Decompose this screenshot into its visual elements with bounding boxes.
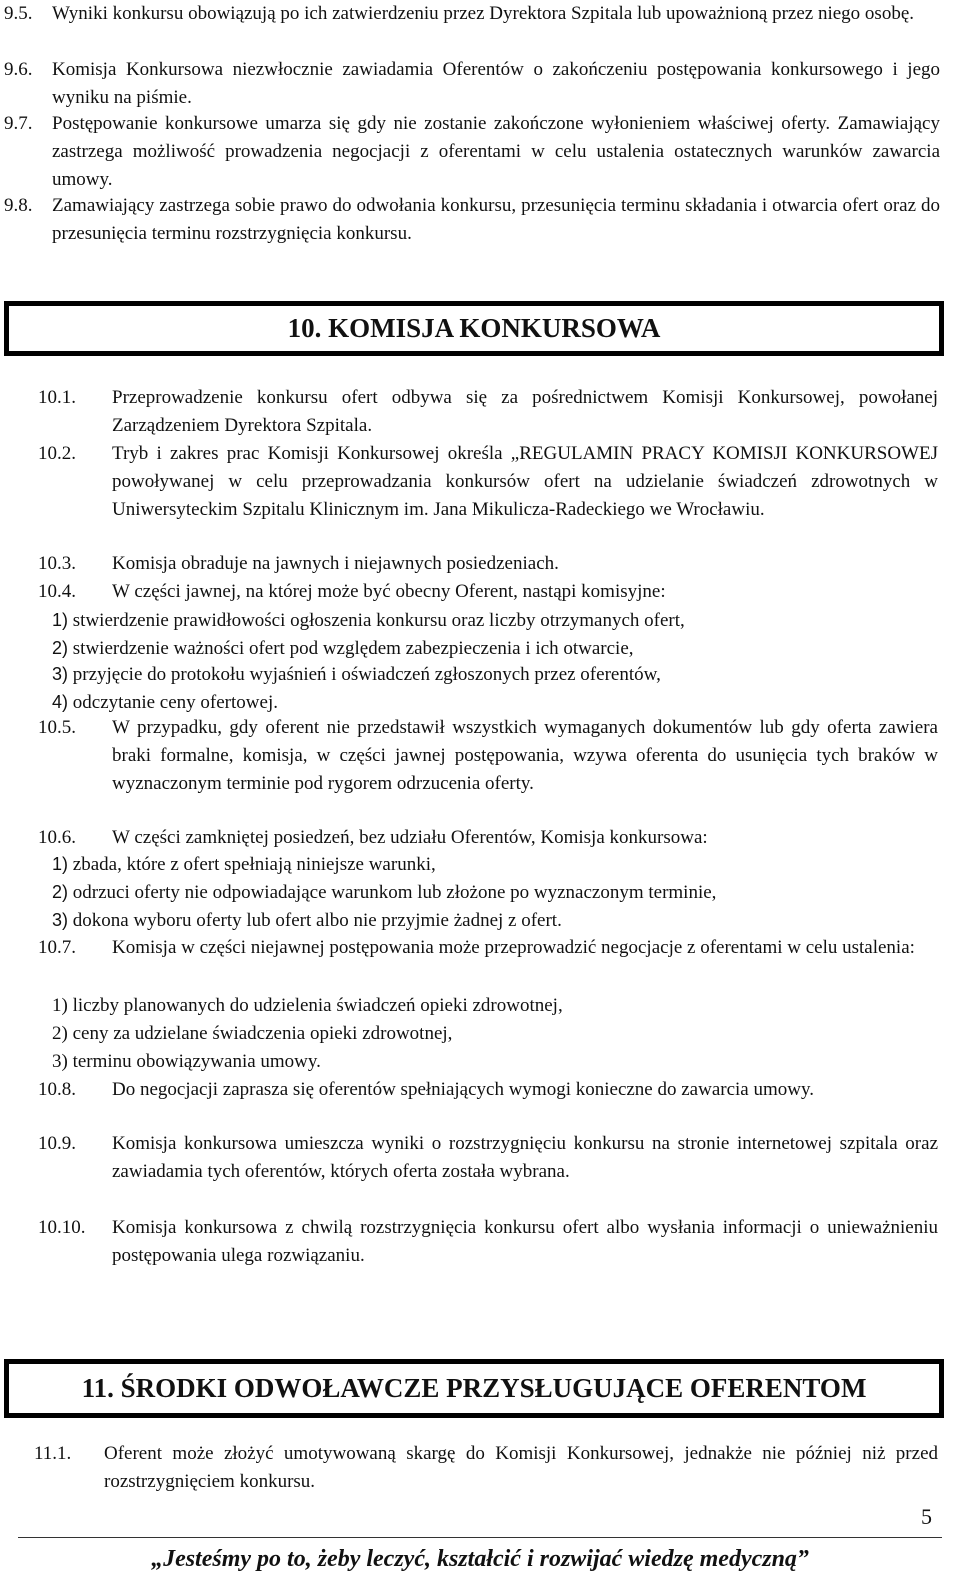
paragraph-text: Zamawiający zastrzega sobie prawo do odwołania konkursu, przesunięcia terminu składania i otwarcia ofert oraz do przesunięcia terminu rozstrzygnięcia konkursu. — [52, 195, 940, 244]
paragraph-number: 10.10. — [38, 1217, 86, 1238]
list-text: stwierdzenie prawidłowości ogłoszenia konkursu oraz liczby otrzymanych ofert, — [72, 610, 685, 631]
paragraph-10-7 — [38, 934, 938, 962]
paragraph-text: Komisja w części niejawnej postępowania może przeprowadzić negocjacje z oferentami w celu ustalenia: — [112, 937, 915, 958]
paragraph-10-4 — [38, 578, 938, 606]
list-item — [52, 688, 932, 717]
paragraph-text: Oferent może złożyć umotywowaną skargę do Komisji Konkursowej, jednakże nie później niż przed rozstrzygnięciem konkursu. — [104, 1443, 938, 1492]
paragraph-text: Postępowanie konkursowe umarza się gdy nie zostanie zakończone wyłonieniem właściwej oferty. Zamawiający zastrzega możliwość prowadzenia negocjacji z oferentami w celu ustalenia ostatecznych warunków zawarcia umowy. — [52, 113, 940, 190]
list-item — [52, 606, 932, 635]
footer-motto: „Jesteśmy po to, żeby leczyć, kształcić i rozwijać wiedzę medyczną” — [151, 1546, 809, 1572]
list-marker: 1) — [52, 995, 68, 1016]
paragraph-10-9 — [38, 1130, 938, 1186]
paragraph-number: 9.5. — [4, 3, 33, 24]
list-marker: 3) — [52, 910, 69, 930]
list-marker: 2) — [52, 1023, 68, 1044]
paragraph-10-6 — [38, 824, 938, 852]
paragraph-number: 10.2. — [38, 443, 76, 464]
paragraph-text: Tryb i zakres prac Komisji Konkursowej określa „REGULAMIN PRACY KOMISJI KONKURSOWEJ powoływanej w celu przeprowadzania konkursów ofert na udzielanie świadczeń zdrowotnych w Uniwersyteckim Szpitalu Klinicznym im. Jana Mikulicza-Radeckiego we Wrocławiu. — [112, 443, 938, 520]
paragraph-9-7 — [4, 110, 940, 194]
section-11-heading: 11. ŚRODKI ODWOŁAWCZE PRZYSŁUGUJĄCE OFERENTOM — [4, 1359, 944, 1418]
list-marker: 3) — [52, 664, 69, 684]
paragraph-10-1 — [38, 384, 938, 440]
paragraph-text: Komisja konkursowa umieszcza wyniki o rozstrzygnięciu konkursu na stronie internetowej szpitala oraz zawiadamia tych oferentów, których oferta została wybrana. — [112, 1133, 938, 1182]
list-text: odczytanie ceny ofertowej. — [72, 692, 278, 713]
list-text: stwierdzenie ważności ofert pod względem zabezpieczenia i ich otwarcie, — [72, 638, 634, 659]
list-item — [52, 878, 932, 907]
paragraph-11-1 — [34, 1440, 938, 1496]
list-item — [52, 992, 932, 1020]
paragraph-10-10 — [38, 1214, 938, 1270]
list-item — [52, 634, 932, 663]
list-marker: 4) — [52, 692, 69, 712]
list-item — [52, 1048, 932, 1076]
paragraph-text: Komisja obraduje na jawnych i niejawnych posiedzeniach. — [112, 553, 559, 574]
list-item — [52, 1020, 932, 1048]
list-text: przyjęcie do protokołu wyjaśnień i oświadczeń zgłoszonych przez oferentów, — [72, 664, 661, 685]
paragraph-10-2 — [38, 440, 938, 524]
list-marker: 1) — [52, 854, 69, 874]
list-text: terminu obowiązywania umowy. — [72, 1051, 321, 1072]
list-item — [52, 850, 932, 879]
paragraph-number: 10.8. — [38, 1079, 76, 1100]
list-text: liczby planowanych do udzielenia świadczeń opieki zdrowotnej, — [72, 995, 563, 1016]
list-text: zbada, które z ofert spełniają niniejsze warunki, — [72, 854, 436, 875]
paragraph-number: 9.8. — [4, 195, 33, 216]
paragraph-number: 10.7. — [38, 937, 76, 958]
list-text: odrzuci oferty nie odpowiadające warunkom lub złożone po wyznaczonym terminie, — [72, 882, 717, 903]
list-marker: 3) — [52, 1051, 68, 1072]
paragraph-text: W części zamkniętej posiedzeń, bez udziału Oferentów, Komisja konkursowa: — [112, 827, 708, 848]
paragraph-9-6 — [4, 56, 940, 112]
list-item — [52, 906, 932, 935]
list-item — [52, 660, 932, 689]
paragraph-number: 10.5. — [38, 717, 76, 738]
paragraph-number: 10.9. — [38, 1133, 76, 1154]
paragraph-text: W przypadku, gdy oferent nie przedstawił wszystkich wymaganych dokumentów lub gdy oferta zawiera braki formalne, komisja, w części jawnej postępowania, wzywa oferenta do usunięcia tych braków w wyznaczonym terminie pod rygorem odrzucenia oferty. — [112, 717, 938, 794]
paragraph-text: Komisja Konkursowa niezwłocznie zawiadamia Oferentów o zakończeniu postępowania konkursowego i jego wyniku na piśmie. — [52, 59, 940, 108]
paragraph-number: 9.6. — [4, 59, 33, 80]
paragraph-number: 10.6. — [38, 827, 76, 848]
paragraph-number: 9.7. — [4, 113, 33, 134]
paragraph-10-3 — [38, 550, 938, 578]
paragraph-number: 10.1. — [38, 387, 76, 408]
page-number: 5 — [921, 1504, 932, 1529]
section-10-heading: 10. KOMISJA KONKURSOWA — [4, 301, 944, 356]
paragraph-text: W części jawnej, na której może być obecny Oferent, nastąpi komisyjne: — [112, 581, 666, 602]
paragraph-10-8 — [38, 1076, 938, 1104]
list-text: ceny za udzielane świadczenia opieki zdrowotnej, — [72, 1023, 453, 1044]
paragraph-text: Przeprowadzenie konkursu ofert odbywa się za pośrednictwem Komisji Konkursowej, powołanej Zarządzeniem Dyrektora Szpitala. — [112, 387, 938, 436]
paragraph-9-5 — [4, 0, 940, 28]
paragraph-10-5 — [38, 714, 938, 798]
list-text: dokona wyboru oferty lub ofert albo nie przyjmie żadnej z ofert. — [72, 910, 562, 931]
footer-divider — [18, 1537, 942, 1538]
paragraph-text: Wyniki konkursu obowiązują po ich zatwierdzeniu przez Dyrektora Szpitala lub upoważnioną przez niego osobę. — [52, 3, 915, 24]
paragraph-text: Do negocjacji zaprasza się oferentów spełniających wymogi konieczne do zawarcia umowy. — [112, 1079, 814, 1100]
paragraph-number: 10.3. — [38, 553, 76, 574]
paragraph-text: Komisja konkursowa z chwilą rozstrzygnięcia konkursu ofert albo wysłania informacji o unieważnieniu postępowania ulega rozwiązaniu. — [112, 1217, 938, 1266]
paragraph-9-8 — [4, 192, 940, 248]
list-marker: 1) — [52, 610, 69, 630]
paragraph-number: 10.4. — [38, 581, 76, 602]
list-marker: 2) — [52, 638, 69, 658]
paragraph-number: 11.1. — [34, 1443, 72, 1464]
list-marker: 2) — [52, 882, 69, 902]
